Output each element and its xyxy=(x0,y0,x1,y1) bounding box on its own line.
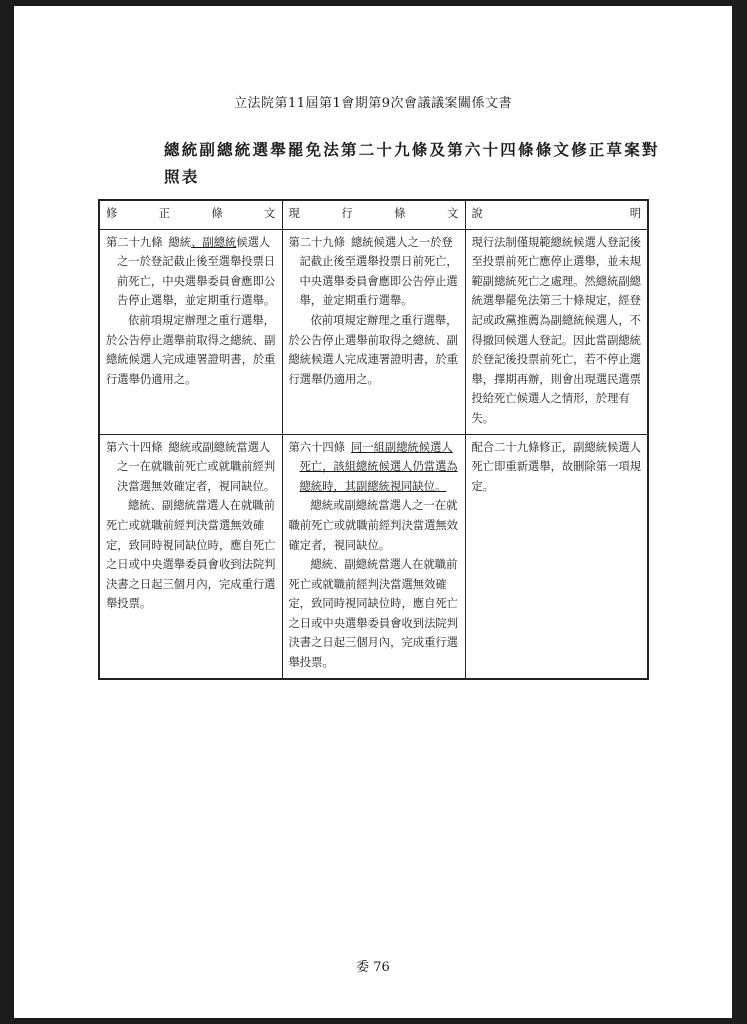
deleted-text: 同一組副總統候選人死亡，該組總統候選人仍當選為總統時，其副總統視同缺位。 xyxy=(299,440,458,493)
table-row-article-64 xyxy=(99,434,648,679)
current-paragraph-1: 第二十九條 總統候選人之一於登記截止後至選舉投票日前死亡，中央選舉委員會應即公告停止選舉，並定期重行選舉。 xyxy=(288,235,458,308)
current-paragraph-2: 總統或副總統當選人之一在就職前死亡或就職前經判決當選無效確定者，視同缺位。 xyxy=(288,499,458,552)
revised-cell xyxy=(99,434,282,679)
revised-paragraph-2: 總統、副總統當選人在就職前死亡或就職前經判決當選無效確定，致同時視同缺位時，應自死亡之日或中央選舉委員會收到法院判決書之日起三個月內，完成重行選舉投票。 xyxy=(106,499,276,611)
note-text: 配合二十九條修正，副總統候選人死亡即重新選舉，故刪除第一項規定。 xyxy=(471,440,641,493)
document-page xyxy=(14,6,732,1018)
current-cell xyxy=(282,229,465,434)
note-cell xyxy=(465,434,648,679)
page-header: 立法院第11屆第1會期第9次會議議案關係文書 xyxy=(233,96,513,111)
current-paragraph-3: 總統、副總統當選人在就職前死亡或就職前經判決當選無效確定，致同時視同缺位時，應自死亡之日或中央選舉委員會收到法院判決書之日起三個月內，完成重行選舉投票。 xyxy=(288,558,458,670)
current-cell xyxy=(282,434,465,679)
revised-cell xyxy=(99,229,282,434)
revised-paragraph-1: 第六十四條 總統或副總統當選人之一在就職前死亡或就職前經判決當選無效確定者，視同缺位。 xyxy=(106,440,276,493)
comparison-table xyxy=(98,199,649,680)
note-cell xyxy=(465,229,648,434)
column-header-current: 現 行 條 文 xyxy=(282,200,465,229)
note-text: 現行法制僅規範總統候選人登記後至投票前死亡應停止選舉，並未規範副總統死亡之處理。然總統副總統選舉罷免法第三十條規定，經登記或政黨推薦為副總統候選人，不得撤回候選人登記。因此當副總統於登記後投票前死亡，若不停止選舉，擇期再辦，則會出現選民選票投給死亡候選人之情形，於理有失。 xyxy=(471,235,641,425)
column-header-revised: 修 正 條 文 xyxy=(99,200,282,229)
current-paragraph-1: 第六十四條 同一組副總統候選人死亡，該組總統候選人仍當選為總統時，其副總統視同缺位。 xyxy=(288,440,458,493)
revised-paragraph-1: 第二十九條 總統、副總統候選人之一於登記截止後至選舉投票日前死亡，中央選舉委員會應即公告停止選舉，並定期重行選舉。 xyxy=(106,235,276,308)
current-paragraph-2: 依前項規定辦理之重行選舉，於公告停止選舉前取得之總統、副總統候選人完成連署證明書，於重行選舉仍適用之。 xyxy=(288,313,458,386)
page-title: 總統副總統選舉罷免法第二十九條及第六十四條條文修正草案對照表 xyxy=(164,140,660,186)
table-row-article-29 xyxy=(99,229,648,434)
table-header-row xyxy=(99,200,648,229)
amended-text: 、副總統 xyxy=(191,235,237,249)
column-header-note: 說 明 xyxy=(465,200,648,229)
page-number: 委 76 xyxy=(356,960,390,975)
revised-paragraph-2: 依前項規定辦理之重行選舉，於公告停止選舉前取得之總統、副總統候選人完成連署證明書，於重行選舉仍適用之。 xyxy=(106,313,276,386)
